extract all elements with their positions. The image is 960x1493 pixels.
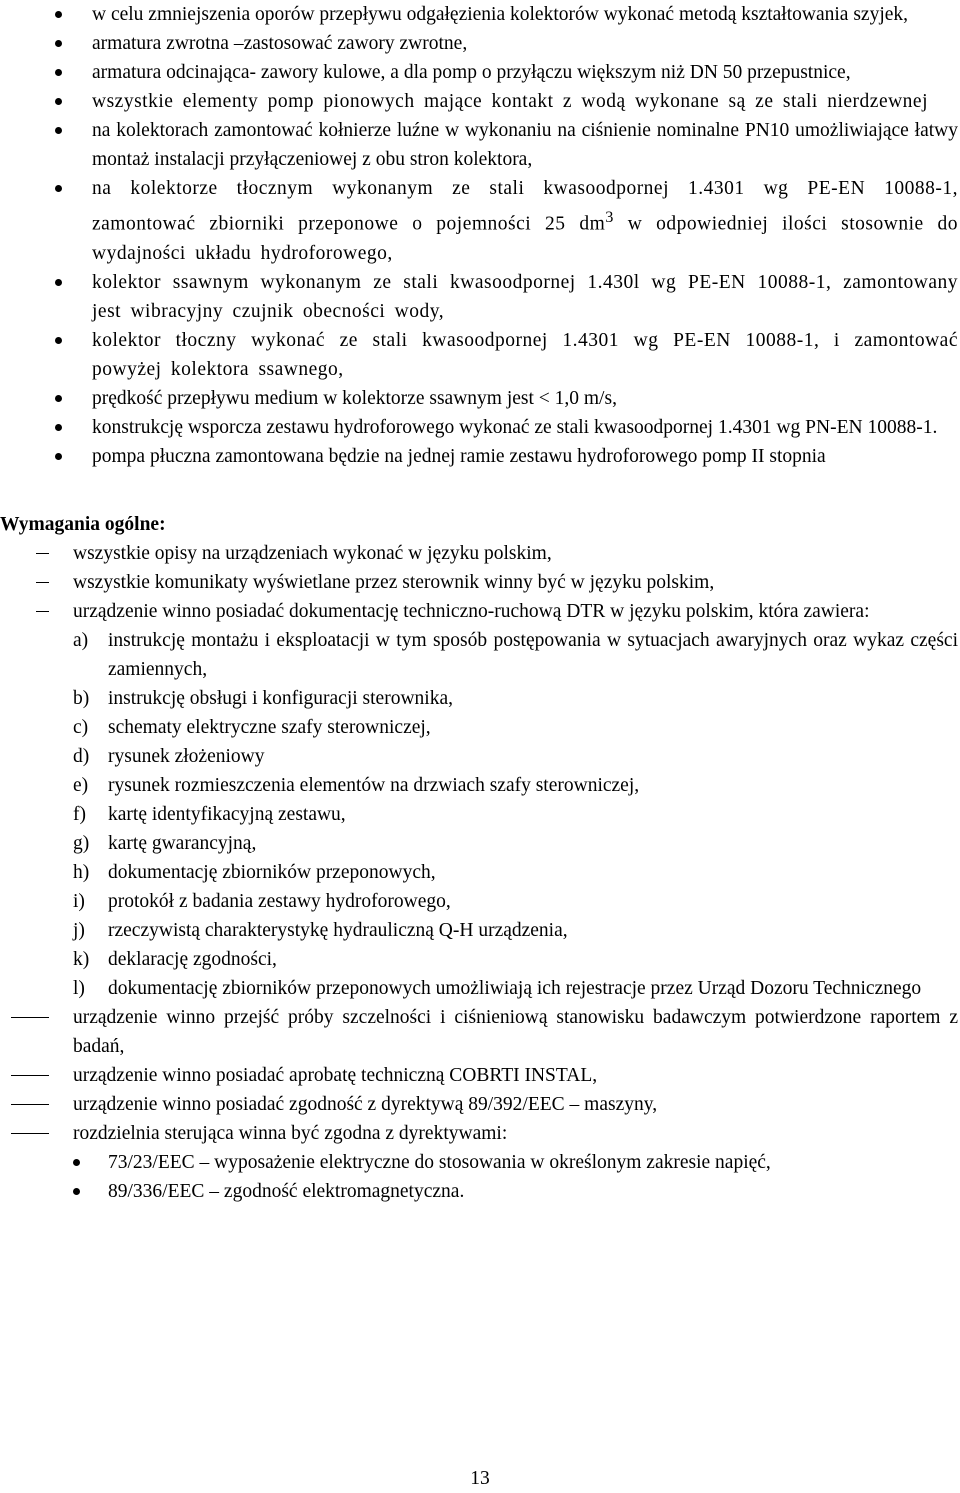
dash-item-text: rozdzielnia sterująca winna być zgodna z dyrektywami:: [73, 1122, 508, 1144]
dash-item: urządzenie winno posiadać aprobatę techniczną COBRTI INSTAL,: [73, 1061, 958, 1090]
doc-item-text: kartę identyfikacyjną zestawu,: [108, 803, 346, 825]
page-number: 13: [470, 1468, 490, 1489]
doc-item: [73, 771, 958, 800]
doc-item: [73, 626, 958, 684]
dash-item: wszystkie komunikaty wyświetlane przez sterownik winny być w języku polskim,: [73, 568, 958, 597]
doc-item: [73, 945, 958, 974]
doc-item-text: protokół z badania zestawy hydroforowego,: [108, 890, 451, 912]
doc-item: [73, 974, 958, 1003]
doc-item: [73, 829, 958, 858]
documentation-list: [73, 626, 958, 1003]
doc-item-text: schematy elektryczne szafy sterowniczej,: [108, 716, 431, 738]
bullet-item: na kolektorach zamontować kołnierze luźne w wykonaniu na ciśnienie nominalne PN10 umożliwiające łatwy montaż instalacji przyłączeniowej z obu stron kolektora,: [92, 116, 958, 174]
superscript: 3: [605, 208, 614, 226]
doc-item-marker: a): [73, 629, 89, 651]
doc-item: [73, 916, 958, 945]
bullet-item: kolektor ssawnym wykonanym ze stali kwasoodpornej 1.430l wg PE-EN 10088-1, zamontowany jest wibracyjny czujnik obecności wody,: [92, 268, 958, 326]
doc-item-text: dokumentację zbiorników przeponowych,: [108, 861, 436, 883]
bullet-item: pompa płuczna zamontowana będzie na jednej ramie zestawu hydroforowego pomp II stopnia: [92, 442, 958, 471]
doc-item-text: deklarację zgodności,: [108, 948, 277, 970]
doc-item-marker: k): [73, 948, 90, 970]
bullet-item: konstrukcję wsporcza zestawu hydroforowego wykonać ze stali kwasoodpornej 1.4301 wg PN-EN 10088-1.: [92, 413, 958, 442]
directives-list: [73, 1148, 958, 1206]
doc-item-marker: h): [73, 861, 90, 883]
bullet-item: [92, 174, 958, 268]
directive-item: 89/336/EEC – zgodność elektromagnetyczna.: [108, 1177, 958, 1206]
doc-item-text: kartę gwarancyjną,: [108, 832, 257, 854]
bullet-item: armatura zwrotna –zastosować zawory zwrotne,: [92, 29, 958, 58]
doc-item-text: dokumentację zbiorników przeponowych umożliwiają ich rejestracje przez Urząd Dozoru Technicznego: [108, 977, 922, 999]
bullet-item: kolektor tłoczny wykonać ze stali kwasoodpornej 1.4301 wg PE-EN 10088-1, i zamontować powyżej kolektora ssawnego,: [92, 326, 958, 384]
bullet-item: armatura odcinająca- zawory kulowe, a dla pomp o przyłączu większym niż DN 50 przepustnice,: [92, 58, 958, 87]
bullet-item: prędkość przepływu medium w kolektorze ssawnym jest < 1,0 m/s,: [92, 384, 958, 413]
doc-item-marker: i): [73, 890, 85, 912]
dash-item: urządzenie winno przejść próby szczelności i ciśnieniową stanowisku badawczym potwierdzone raportem z badań,: [73, 1003, 958, 1061]
doc-item-text: rzeczywistą charakterystykę hydrauliczną Q-H urządzenia,: [108, 919, 568, 941]
dash-item-text: urządzenie winno posiadać dokumentację techniczno-ruchową DTR w języku polskim, która zawiera:: [73, 600, 870, 622]
doc-item-text: rysunek złożeniowy: [108, 745, 265, 767]
doc-item-marker: e): [73, 774, 89, 796]
bullet-item: wszystkie elementy pomp pionowych mające kontakt z wodą wykonane są ze stali nierdzewnej: [92, 87, 958, 116]
bullet-text: na kolektorze tłocznym wykonanym ze stali kwasoodpornej 1.4301 wg PE-EN 10088-1, zamontować zbiorniki przeponowe o pojemności 25 dm: [92, 178, 958, 235]
doc-item-text: instrukcję montażu i eksploatacji w tym sposób postępowania w sytuacjach awaryjnych oraz wykaz części zamiennych,: [108, 629, 958, 680]
doc-item-marker: b): [73, 687, 90, 709]
doc-item: [73, 858, 958, 887]
doc-item: [73, 742, 958, 771]
dash-item: urządzenie winno posiadać zgodność z dyrektywą 89/392/EEC – maszyny,: [73, 1090, 958, 1119]
doc-item-marker: f): [73, 803, 86, 825]
doc-item-marker: c): [73, 716, 89, 738]
dash-item: [73, 597, 958, 1003]
general-requirements-list: [0, 539, 958, 1206]
dash-item: wszystkie opisy na urządzeniach wykonać w języku polskim,: [73, 539, 958, 568]
doc-item: [73, 800, 958, 829]
dash-item: [73, 1119, 958, 1206]
doc-item-text: instrukcję obsługi i konfiguracji sterownika,: [108, 687, 453, 709]
section-heading: Wymagania ogólne:: [0, 513, 166, 535]
directive-item: 73/23/EEC – wyposażenie elektryczne do stosowania w określonym zakresie napięć,: [108, 1148, 958, 1177]
doc-item-marker: j): [73, 919, 85, 941]
doc-item: [73, 713, 958, 742]
doc-item: [73, 887, 958, 916]
doc-item-marker: d): [73, 745, 90, 767]
doc-item-marker: l): [73, 977, 85, 999]
bullet-text: w odpowiedniej ilości stosownie do wydajności układu hydroforowego,: [92, 213, 958, 264]
doc-item-marker: g): [73, 832, 90, 854]
bullet-item: w celu zmniejszenia oporów przepływu odgałęzienia kolektorów wykonać metodą kształtowania szyjek,: [92, 0, 958, 29]
doc-item: [73, 684, 958, 713]
doc-item-text: rysunek rozmieszczenia elementów na drzwiach szafy sterowniczej,: [108, 774, 640, 796]
requirements-bullet-list: [0, 0, 958, 471]
